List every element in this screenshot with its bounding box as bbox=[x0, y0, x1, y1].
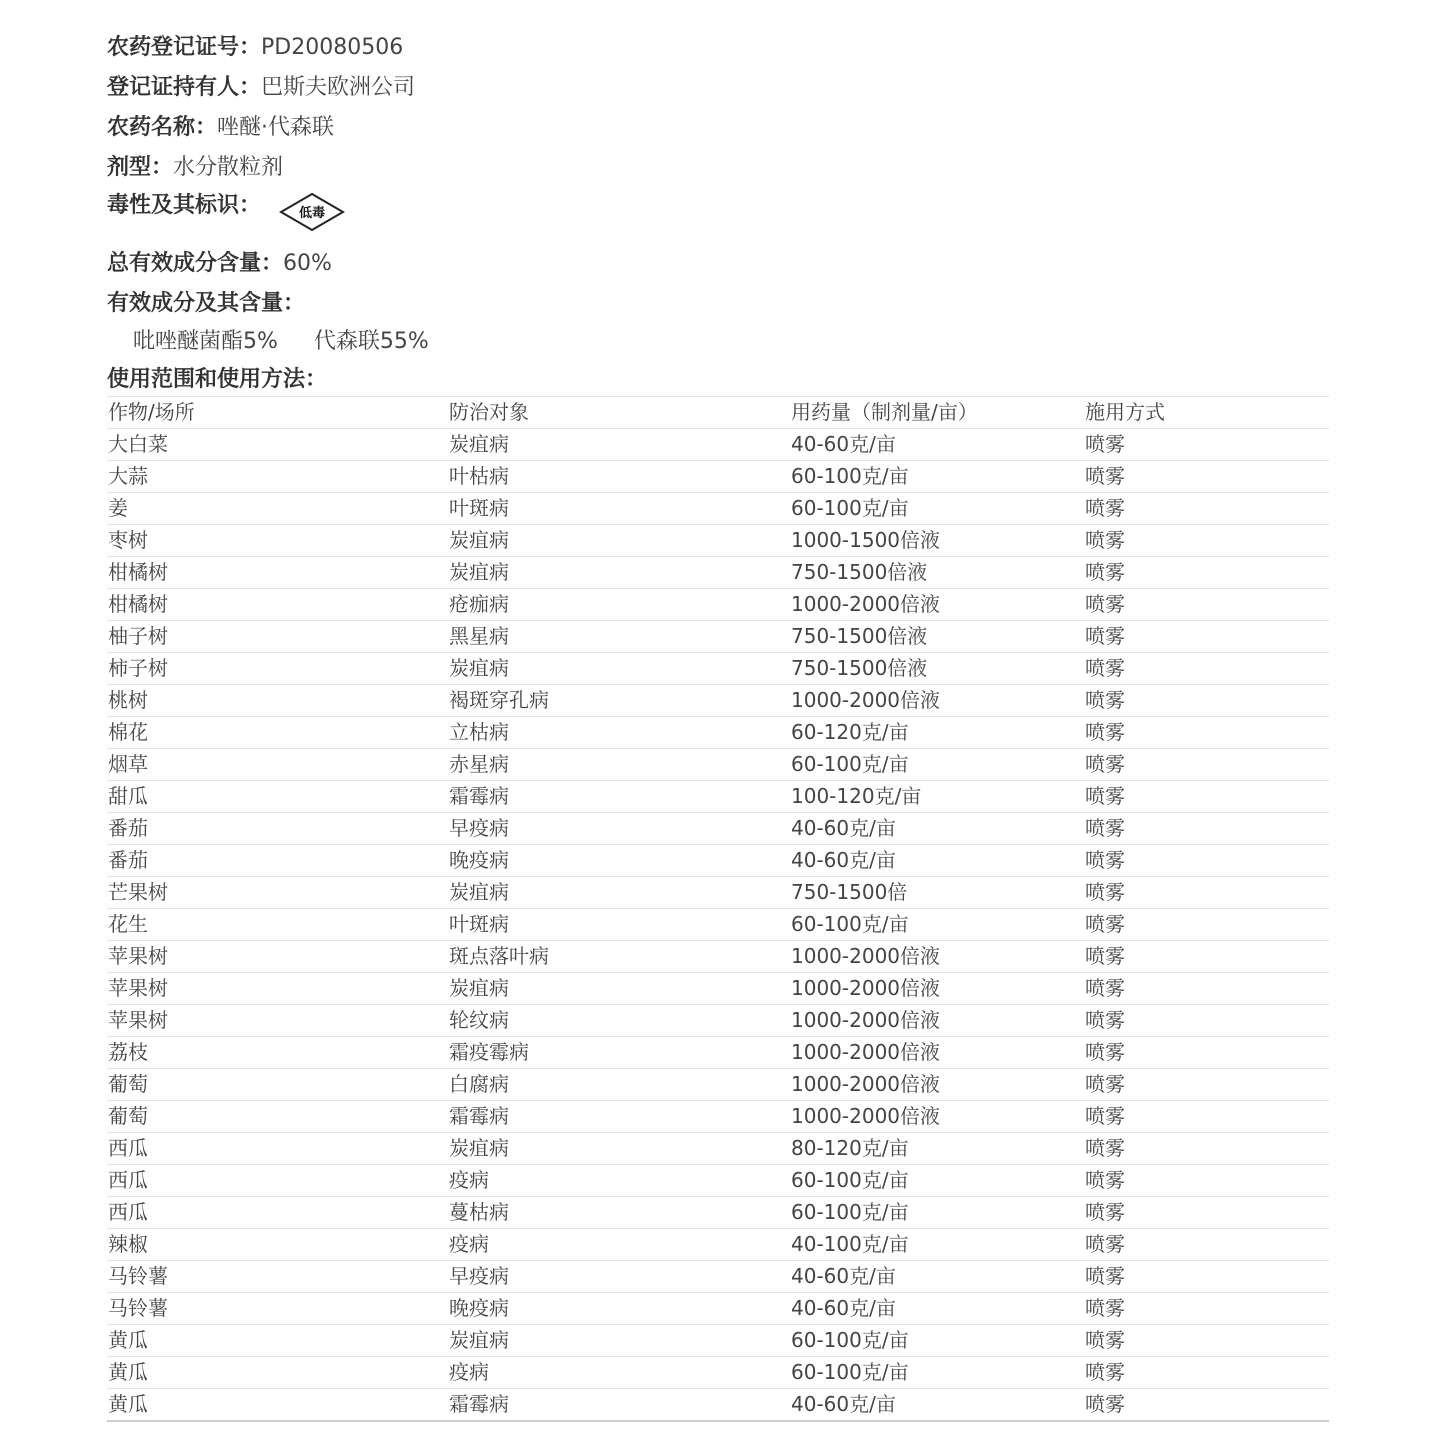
crop-cell: 番茄 bbox=[107, 813, 448, 845]
method-cell: 喷雾 bbox=[1084, 941, 1329, 973]
table-row bbox=[107, 557, 1329, 589]
table-row bbox=[107, 589, 1329, 621]
dosage-cell: 1000-2000倍液 bbox=[790, 1037, 1084, 1069]
method-cell: 喷雾 bbox=[1084, 1165, 1329, 1197]
dosage-cell: 1000-2000倍液 bbox=[790, 941, 1084, 973]
table-row bbox=[107, 845, 1329, 877]
total-content-row bbox=[107, 244, 1329, 284]
target-cell: 黑星病 bbox=[448, 621, 790, 653]
pesticide-name-label: 农药名称： bbox=[107, 115, 218, 140]
table-row bbox=[107, 1133, 1329, 1165]
target-cell: 炭疽病 bbox=[448, 1325, 790, 1357]
dosage-cell: 1000-2000倍液 bbox=[790, 1005, 1084, 1037]
holder-label: 登记证持有人： bbox=[107, 75, 262, 100]
dosage-cell: 60-100克/亩 bbox=[790, 461, 1084, 493]
target-cell: 早疫病 bbox=[448, 1261, 790, 1293]
target-cell: 疫病 bbox=[448, 1357, 790, 1389]
dosage-cell: 1000-2000倍液 bbox=[790, 589, 1084, 621]
target-cell: 斑点落叶病 bbox=[448, 941, 790, 973]
crop-cell: 芒果树 bbox=[107, 877, 448, 909]
crop-cell: 枣树 bbox=[107, 525, 448, 557]
holder-row bbox=[107, 68, 1329, 108]
crop-cell: 柑橘树 bbox=[107, 589, 448, 621]
table-row bbox=[107, 461, 1329, 493]
usage-table-body bbox=[107, 429, 1329, 1422]
method-cell: 喷雾 bbox=[1084, 1133, 1329, 1165]
target-cell: 叶枯病 bbox=[448, 461, 790, 493]
formulation-label: 剂型： bbox=[107, 155, 174, 180]
method-cell: 喷雾 bbox=[1084, 621, 1329, 653]
dosage-cell: 1000-2000倍液 bbox=[790, 973, 1084, 1005]
table-row bbox=[107, 1037, 1329, 1069]
dosage-cell: 40-60克/亩 bbox=[790, 845, 1084, 877]
crop-cell: 柿子树 bbox=[107, 653, 448, 685]
target-cell: 疮痂病 bbox=[448, 589, 790, 621]
target-cell: 晚疫病 bbox=[448, 845, 790, 877]
crop-cell: 葡萄 bbox=[107, 1069, 448, 1101]
column-header-dosage: 用药量（制剂量/亩） bbox=[790, 397, 1084, 429]
crop-cell: 花生 bbox=[107, 909, 448, 941]
low-toxicity-badge-icon bbox=[279, 192, 345, 232]
dosage-cell: 40-60克/亩 bbox=[790, 429, 1084, 461]
method-cell: 喷雾 bbox=[1084, 525, 1329, 557]
formulation-value: 水分散粒剂 bbox=[173, 155, 284, 180]
table-row bbox=[107, 1293, 1329, 1325]
crop-cell: 甜瓜 bbox=[107, 781, 448, 813]
column-header-crop: 作物/场所 bbox=[107, 397, 448, 429]
crop-cell: 荔枝 bbox=[107, 1037, 448, 1069]
column-header-target: 防治对象 bbox=[448, 397, 790, 429]
target-cell: 炭疽病 bbox=[448, 877, 790, 909]
crop-cell: 桃树 bbox=[107, 685, 448, 717]
method-cell: 喷雾 bbox=[1084, 1037, 1329, 1069]
dosage-cell: 40-100克/亩 bbox=[790, 1229, 1084, 1261]
crop-cell: 柑橘树 bbox=[107, 557, 448, 589]
method-cell: 喷雾 bbox=[1084, 1293, 1329, 1325]
pesticide-name-value: 唑醚·代森联 bbox=[217, 115, 335, 140]
pesticide-document bbox=[107, 28, 1329, 1422]
crop-cell: 西瓜 bbox=[107, 1165, 448, 1197]
method-cell: 喷雾 bbox=[1084, 1357, 1329, 1389]
method-cell: 喷雾 bbox=[1084, 909, 1329, 941]
method-cell: 喷雾 bbox=[1084, 973, 1329, 1005]
table-row bbox=[107, 1229, 1329, 1261]
holder-value: 巴斯夫欧洲公司 bbox=[261, 75, 416, 100]
crop-cell: 辣椒 bbox=[107, 1229, 448, 1261]
method-cell: 喷雾 bbox=[1084, 749, 1329, 781]
dosage-cell: 60-120克/亩 bbox=[790, 717, 1084, 749]
method-cell: 喷雾 bbox=[1084, 781, 1329, 813]
method-cell: 喷雾 bbox=[1084, 1005, 1329, 1037]
dosage-cell: 60-100克/亩 bbox=[790, 1197, 1084, 1229]
registration-number-row bbox=[107, 28, 1329, 68]
registration-number-value: PD20080506 bbox=[261, 35, 404, 60]
table-row bbox=[107, 1357, 1329, 1389]
table-row bbox=[107, 1101, 1329, 1133]
toxicity-label: 毒性及其标识： bbox=[107, 193, 262, 218]
dosage-cell: 1000-2000倍液 bbox=[790, 1069, 1084, 1101]
crop-cell: 番茄 bbox=[107, 845, 448, 877]
table-row bbox=[107, 877, 1329, 909]
dosage-cell: 60-100克/亩 bbox=[790, 1325, 1084, 1357]
dosage-cell: 60-100克/亩 bbox=[790, 493, 1084, 525]
crop-cell: 大蒜 bbox=[107, 461, 448, 493]
method-cell: 喷雾 bbox=[1084, 845, 1329, 877]
dosage-cell: 750-1500倍 bbox=[790, 877, 1084, 909]
target-cell: 褐斑穿孔病 bbox=[448, 685, 790, 717]
target-cell: 霜霉病 bbox=[448, 1389, 790, 1422]
target-cell: 赤星病 bbox=[448, 749, 790, 781]
table-row bbox=[107, 1389, 1329, 1422]
ingredient-item: 吡唑醚菌酯5% bbox=[133, 329, 278, 354]
crop-cell: 大白菜 bbox=[107, 429, 448, 461]
column-header-method: 施用方式 bbox=[1084, 397, 1329, 429]
dosage-cell: 40-60克/亩 bbox=[790, 1389, 1084, 1422]
dosage-cell: 750-1500倍液 bbox=[790, 621, 1084, 653]
dosage-cell: 60-100克/亩 bbox=[790, 1165, 1084, 1197]
target-cell: 疫病 bbox=[448, 1229, 790, 1261]
usage-table bbox=[107, 396, 1329, 1422]
crop-cell: 苹果树 bbox=[107, 941, 448, 973]
table-row bbox=[107, 813, 1329, 845]
dosage-cell: 750-1500倍液 bbox=[790, 653, 1084, 685]
method-cell: 喷雾 bbox=[1084, 717, 1329, 749]
table-row bbox=[107, 493, 1329, 525]
crop-cell: 黄瓜 bbox=[107, 1389, 448, 1422]
ingredients-list bbox=[107, 324, 1329, 360]
method-cell: 喷雾 bbox=[1084, 1069, 1329, 1101]
dosage-cell: 750-1500倍液 bbox=[790, 557, 1084, 589]
crop-cell: 西瓜 bbox=[107, 1133, 448, 1165]
crop-cell: 葡萄 bbox=[107, 1101, 448, 1133]
target-cell: 蔓枯病 bbox=[448, 1197, 790, 1229]
toxicity-row bbox=[107, 188, 1329, 244]
dosage-cell: 1000-2000倍液 bbox=[790, 1101, 1084, 1133]
target-cell: 炭疽病 bbox=[448, 653, 790, 685]
crop-cell: 黄瓜 bbox=[107, 1357, 448, 1389]
method-cell: 喷雾 bbox=[1084, 1389, 1329, 1422]
target-cell: 炭疽病 bbox=[448, 557, 790, 589]
crop-cell: 烟草 bbox=[107, 749, 448, 781]
target-cell: 炭疽病 bbox=[448, 525, 790, 557]
crop-cell: 柚子树 bbox=[107, 621, 448, 653]
table-row bbox=[107, 1325, 1329, 1357]
total-content-value: 60% bbox=[283, 251, 332, 276]
target-cell: 轮纹病 bbox=[448, 1005, 790, 1037]
dosage-cell: 40-60克/亩 bbox=[790, 1261, 1084, 1293]
usage-section-title: 使用范围和使用方法： bbox=[107, 367, 328, 392]
dosage-cell: 1000-2000倍液 bbox=[790, 685, 1084, 717]
table-row bbox=[107, 749, 1329, 781]
target-cell: 炭疽病 bbox=[448, 429, 790, 461]
table-row bbox=[107, 1261, 1329, 1293]
registration-number-label: 农药登记证号： bbox=[107, 35, 262, 60]
crop-cell: 马铃薯 bbox=[107, 1261, 448, 1293]
dosage-cell: 60-100克/亩 bbox=[790, 749, 1084, 781]
dosage-cell: 100-120克/亩 bbox=[790, 781, 1084, 813]
table-row bbox=[107, 941, 1329, 973]
target-cell: 炭疽病 bbox=[448, 973, 790, 1005]
dosage-cell: 80-120克/亩 bbox=[790, 1133, 1084, 1165]
target-cell: 疫病 bbox=[448, 1165, 790, 1197]
crop-cell: 马铃薯 bbox=[107, 1293, 448, 1325]
dosage-cell: 60-100克/亩 bbox=[790, 1357, 1084, 1389]
target-cell: 叶斑病 bbox=[448, 493, 790, 525]
method-cell: 喷雾 bbox=[1084, 877, 1329, 909]
table-row bbox=[107, 621, 1329, 653]
table-row bbox=[107, 973, 1329, 1005]
table-row bbox=[107, 685, 1329, 717]
method-cell: 喷雾 bbox=[1084, 1101, 1329, 1133]
table-row bbox=[107, 525, 1329, 557]
method-cell: 喷雾 bbox=[1084, 461, 1329, 493]
method-cell: 喷雾 bbox=[1084, 1197, 1329, 1229]
ingredients-label: 有效成分及其含量： bbox=[107, 291, 306, 316]
table-row bbox=[107, 1069, 1329, 1101]
method-cell: 喷雾 bbox=[1084, 589, 1329, 621]
method-cell: 喷雾 bbox=[1084, 1261, 1329, 1293]
table-row bbox=[107, 1005, 1329, 1037]
method-cell: 喷雾 bbox=[1084, 557, 1329, 589]
crop-cell: 姜 bbox=[107, 493, 448, 525]
dosage-cell: 40-60克/亩 bbox=[790, 1293, 1084, 1325]
target-cell: 早疫病 bbox=[448, 813, 790, 845]
formulation-row bbox=[107, 148, 1329, 188]
target-cell: 叶斑病 bbox=[448, 909, 790, 941]
table-row bbox=[107, 1165, 1329, 1197]
low-toxicity-badge-text: 低毒 bbox=[299, 206, 326, 221]
table-row bbox=[107, 653, 1329, 685]
method-cell: 喷雾 bbox=[1084, 493, 1329, 525]
target-cell: 霜霉病 bbox=[448, 1101, 790, 1133]
method-cell: 喷雾 bbox=[1084, 813, 1329, 845]
crop-cell: 棉花 bbox=[107, 717, 448, 749]
target-cell: 白腐病 bbox=[448, 1069, 790, 1101]
table-header-row bbox=[107, 397, 1329, 429]
target-cell: 立枯病 bbox=[448, 717, 790, 749]
method-cell: 喷雾 bbox=[1084, 653, 1329, 685]
method-cell: 喷雾 bbox=[1084, 685, 1329, 717]
crop-cell: 苹果树 bbox=[107, 973, 448, 1005]
method-cell: 喷雾 bbox=[1084, 1229, 1329, 1261]
pesticide-name-row bbox=[107, 108, 1329, 148]
ingredient-item: 代森联55% bbox=[313, 329, 429, 354]
method-cell: 喷雾 bbox=[1084, 429, 1329, 461]
table-row bbox=[107, 717, 1329, 749]
method-cell: 喷雾 bbox=[1084, 1325, 1329, 1357]
target-cell: 霜霉病 bbox=[448, 781, 790, 813]
crop-cell: 黄瓜 bbox=[107, 1325, 448, 1357]
target-cell: 霜疫霉病 bbox=[448, 1037, 790, 1069]
table-row bbox=[107, 781, 1329, 813]
target-cell: 晚疫病 bbox=[448, 1293, 790, 1325]
table-row bbox=[107, 909, 1329, 941]
target-cell: 炭疽病 bbox=[448, 1133, 790, 1165]
crop-cell: 西瓜 bbox=[107, 1197, 448, 1229]
dosage-cell: 60-100克/亩 bbox=[790, 909, 1084, 941]
crop-cell: 苹果树 bbox=[107, 1005, 448, 1037]
dosage-cell: 40-60克/亩 bbox=[790, 813, 1084, 845]
total-content-label: 总有效成分含量： bbox=[107, 251, 284, 276]
table-row bbox=[107, 1197, 1329, 1229]
dosage-cell: 1000-1500倍液 bbox=[790, 525, 1084, 557]
table-row bbox=[107, 429, 1329, 461]
